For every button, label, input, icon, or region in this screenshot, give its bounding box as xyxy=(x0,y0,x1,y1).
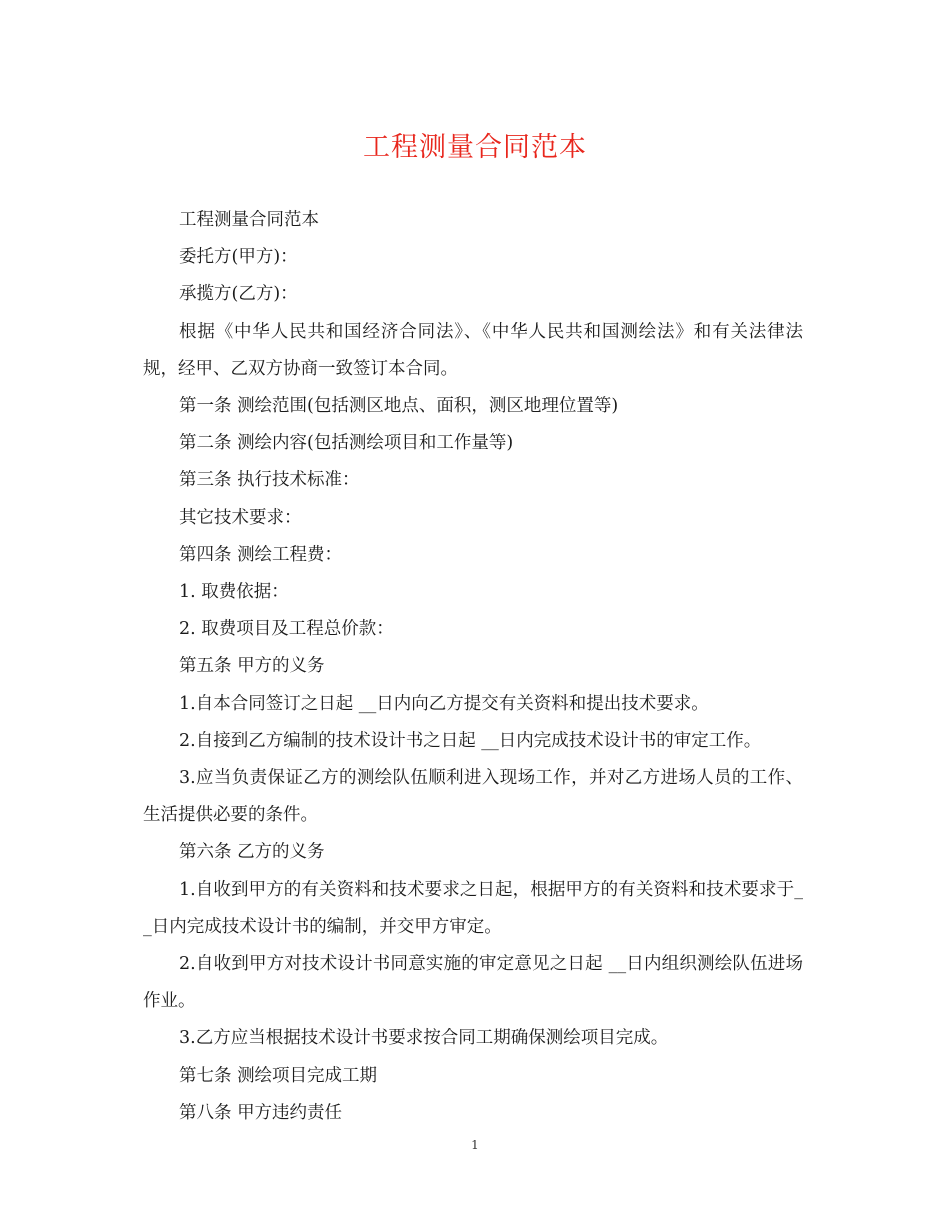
paragraph-article-1: 第一条 测绘范围(包括测区地点、面积，测区地理位置等) xyxy=(179,396,619,417)
paragraph-article-2: 第二条 测绘内容(包括测绘项目和工作量等) xyxy=(179,433,514,454)
paragraph-article-5-item-1: 1.自本合同签订之日起 __日内向乙方提交有关资料和提出技术要求。 xyxy=(179,693,709,714)
paragraph-article-5: 第五条 甲方的义务 xyxy=(179,656,325,677)
document-title: 工程测量合同范本 xyxy=(363,132,587,163)
paragraph-article-8: 第八条 甲方违约责任 xyxy=(179,1102,343,1123)
paragraph-article-5-item-2: 2.自接到乙方编制的技术设计书之日起 __日内完成技术设计书的审定工作。 xyxy=(179,730,762,751)
page-number: 1 xyxy=(471,1138,479,1152)
paragraph-preamble: 根据《中华人民共和国经济合同法》、《中华人民共和国测绘法》和有关法律法规，经甲、乙双方协商一致签订本合同。 xyxy=(143,321,803,379)
paragraph-fee-items: 2. 取费项目及工程总价款： xyxy=(179,619,394,640)
paragraph-article-5-item-3: 3.应当负责保证乙方的测绘队伍顺利进入现场工作，并对乙方进场人员的工作、生活提供必要的条件。 xyxy=(143,768,803,826)
paragraph-other-requirements: 其它技术要求： xyxy=(179,507,302,528)
paragraph-article-6-item-3: 3.乙方应当根据技术设计书要求按合同工期确保测绘项目完成。 xyxy=(179,1028,669,1049)
paragraph-article-6-item-2: 2.自收到甲方对技术设计书同意实施的审定意见之日起 __日内组织测绘队伍进场作业。 xyxy=(143,954,803,1012)
paragraph-heading: 工程测量合同范本 xyxy=(179,210,319,230)
paragraph-article-3: 第三条 执行技术标准： xyxy=(179,470,360,491)
paragraph-article-6-item-1: 1.自收到甲方的有关资料和技术要求之日起，根据甲方的有关资料和技术要求于__日内完成技术设计书的编制，并交甲方审定。 xyxy=(143,879,803,937)
paragraph-article-7: 第七条 测绘项目完成工期 xyxy=(179,1065,378,1086)
paragraph-party-a: 委托方(甲方)： xyxy=(179,247,298,268)
paragraph-article-4: 第四条 测绘工程费： xyxy=(179,544,343,565)
paragraph-fee-basis: 1. 取费依据： xyxy=(179,582,289,603)
paragraph-article-6: 第六条 乙方的义务 xyxy=(179,842,325,863)
document-body xyxy=(143,202,803,1132)
paragraph-party-b: 承揽方(乙方)： xyxy=(179,284,298,305)
